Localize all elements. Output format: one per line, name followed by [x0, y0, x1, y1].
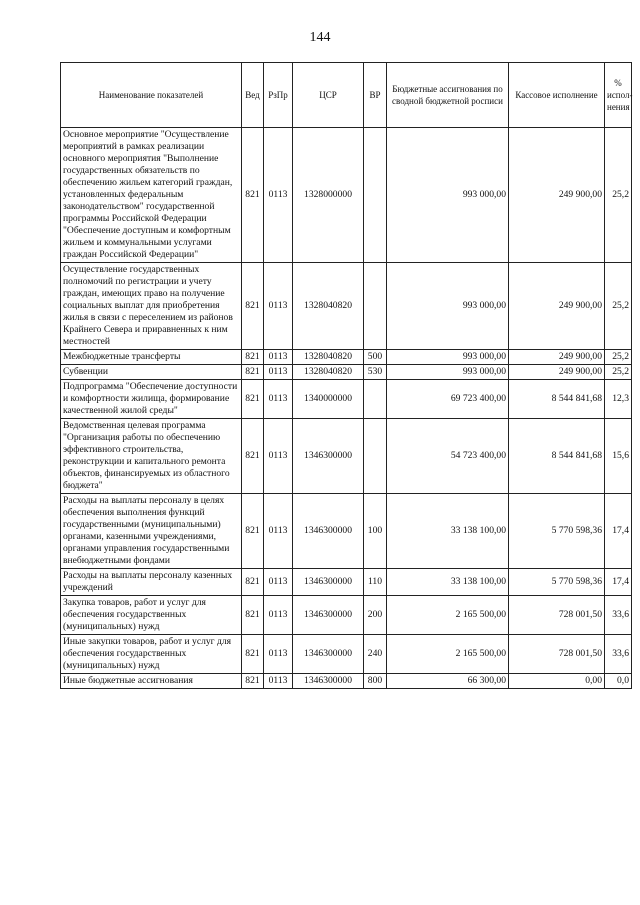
row-pct: 15,6 [605, 419, 632, 494]
row-rzpr: 0113 [264, 419, 293, 494]
row-csr: 1346300000 [293, 494, 364, 569]
row-ved: 821 [242, 635, 264, 674]
row-pct: 25,2 [605, 128, 632, 263]
row-budget: 993 000,00 [387, 128, 509, 263]
row-csr: 1346300000 [293, 419, 364, 494]
row-name: Осуществление государственных полномочий по регистрации и учету граждан, имеющих право на получение социальных выплат для приобретения жилья в связи с переселением из районов Крайнего Севера и приравненных к ним местностей [61, 263, 242, 350]
row-pct: 12,3 [605, 380, 632, 419]
row-vr [364, 380, 387, 419]
row-rzpr: 0113 [264, 635, 293, 674]
header-cash: Кассовое исполнение [509, 63, 605, 128]
row-ved: 821 [242, 263, 264, 350]
row-csr: 1328040820 [293, 365, 364, 380]
row-budget: 2 165 500,00 [387, 635, 509, 674]
row-csr: 1328040820 [293, 263, 364, 350]
row-csr: 1346300000 [293, 569, 364, 596]
row-rzpr: 0113 [264, 596, 293, 635]
row-rzpr: 0113 [264, 569, 293, 596]
budget-table [60, 62, 632, 689]
table-row [61, 494, 632, 569]
row-csr: 1346300000 [293, 635, 364, 674]
row-rzpr: 0113 [264, 494, 293, 569]
row-ved: 821 [242, 350, 264, 365]
row-pct: 17,4 [605, 494, 632, 569]
row-name: Межбюджетные трансферты [61, 350, 242, 365]
row-rzpr: 0113 [264, 365, 293, 380]
row-csr: 1328000000 [293, 128, 364, 263]
row-csr: 1340000000 [293, 380, 364, 419]
row-pct: 33,6 [605, 596, 632, 635]
row-vr: 500 [364, 350, 387, 365]
row-vr: 100 [364, 494, 387, 569]
row-pct: 17,4 [605, 569, 632, 596]
row-ved: 821 [242, 128, 264, 263]
row-pct: 0,0 [605, 674, 632, 689]
row-name: Расходы на выплаты персоналу в целях обеспечения выполнения функций государственными (муниципальными) органами, казенными учреждениями, органами управления государственными внебюджетными фондами [61, 494, 242, 569]
row-csr: 1328040820 [293, 350, 364, 365]
header-rzpr: РзПр [264, 63, 293, 128]
row-vr: 200 [364, 596, 387, 635]
table-row [61, 350, 632, 365]
table-row [61, 635, 632, 674]
row-cash: 5 770 598,36 [509, 494, 605, 569]
row-rzpr: 0113 [264, 380, 293, 419]
row-vr: 800 [364, 674, 387, 689]
header-name: Наименование показателей [61, 63, 242, 128]
row-cash: 249 900,00 [509, 365, 605, 380]
row-cash: 728 001,50 [509, 596, 605, 635]
row-name: Основное мероприятие "Осуществление мероприятий в рамках реализации основного мероприятия "Выполнение государственных обязательств по обеспечению жильем категорий граждан, установленных федеральным законодательством" государственной программы Российской Федерации "Обеспечение доступным и комфортным жильем и коммунальными услугами граждан Российской Федерации" [61, 128, 242, 263]
row-rzpr: 0113 [264, 263, 293, 350]
row-csr: 1346300000 [293, 596, 364, 635]
row-ved: 821 [242, 365, 264, 380]
row-cash: 5 770 598,36 [509, 569, 605, 596]
row-cash: 249 900,00 [509, 128, 605, 263]
row-cash: 728 001,50 [509, 635, 605, 674]
table-row [61, 380, 632, 419]
row-rzpr: 0113 [264, 674, 293, 689]
header-pct: % испол-нения [605, 63, 632, 128]
row-vr: 240 [364, 635, 387, 674]
row-csr: 1346300000 [293, 674, 364, 689]
row-budget: 54 723 400,00 [387, 419, 509, 494]
table-row [61, 674, 632, 689]
row-rzpr: 0113 [264, 128, 293, 263]
header-budget: Бюджетные ассигнования по сводной бюджетной росписи [387, 63, 509, 128]
row-name: Закупка товаров, работ и услуг для обеспечения государственных (муниципальных) нужд [61, 596, 242, 635]
row-ved: 821 [242, 494, 264, 569]
row-pct: 33,6 [605, 635, 632, 674]
header-csr: ЦСР [293, 63, 364, 128]
row-name: Ведомственная целевая программа "Организация работы по обеспечению эффективного строительства, реконструкции и капитального ремонта объектов, финансируемых из областного бюджета" [61, 419, 242, 494]
row-budget: 69 723 400,00 [387, 380, 509, 419]
row-rzpr: 0113 [264, 350, 293, 365]
table-row [61, 128, 632, 263]
header-row [61, 63, 632, 128]
table-row [61, 419, 632, 494]
row-ved: 821 [242, 596, 264, 635]
row-ved: 821 [242, 419, 264, 494]
row-ved: 821 [242, 674, 264, 689]
row-name: Субвенции [61, 365, 242, 380]
row-cash: 249 900,00 [509, 350, 605, 365]
row-pct: 25,2 [605, 263, 632, 350]
row-budget: 33 138 100,00 [387, 494, 509, 569]
row-pct: 25,2 [605, 365, 632, 380]
row-budget: 993 000,00 [387, 350, 509, 365]
row-budget: 2 165 500,00 [387, 596, 509, 635]
row-pct: 25,2 [605, 350, 632, 365]
row-ved: 821 [242, 569, 264, 596]
row-cash: 0,00 [509, 674, 605, 689]
header-vr: ВР [364, 63, 387, 128]
row-budget: 993 000,00 [387, 263, 509, 350]
row-name: Подпрограмма "Обеспечение доступности и комфортности жилища, формирование качественной жилой среды" [61, 380, 242, 419]
row-vr [364, 419, 387, 494]
row-name: Иные закупки товаров, работ и услуг для обеспечения государственных (муниципальных) нужд [61, 635, 242, 674]
table-row [61, 365, 632, 380]
row-vr: 110 [364, 569, 387, 596]
row-budget: 33 138 100,00 [387, 569, 509, 596]
row-vr [364, 128, 387, 263]
table-row [61, 569, 632, 596]
row-ved: 821 [242, 380, 264, 419]
table-row [61, 596, 632, 635]
row-cash: 8 544 841,68 [509, 380, 605, 419]
row-vr: 530 [364, 365, 387, 380]
row-vr [364, 263, 387, 350]
row-budget: 993 000,00 [387, 365, 509, 380]
row-name: Расходы на выплаты персоналу казенных учреждений [61, 569, 242, 596]
page-number: 144 [309, 30, 331, 45]
row-cash: 8 544 841,68 [509, 419, 605, 494]
row-budget: 66 300,00 [387, 674, 509, 689]
row-name: Иные бюджетные ассигнования [61, 674, 242, 689]
header-ved: Вед [242, 63, 264, 128]
row-cash: 249 900,00 [509, 263, 605, 350]
table-row [61, 263, 632, 350]
